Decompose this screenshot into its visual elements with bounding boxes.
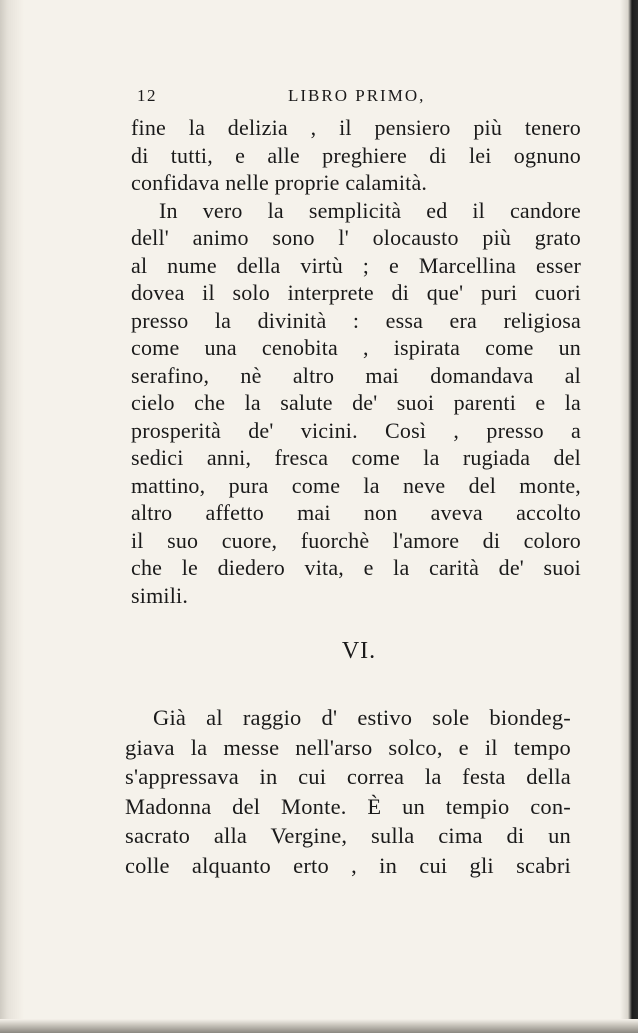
text-line: al nume della virtù ; e Marcellina esser (131, 252, 581, 278)
text-line: di tutti, e alle preghiere di lei ognuno (131, 142, 581, 168)
text-line: che le diedero vita, e la carità de' suoi (131, 555, 581, 580)
paragraph-marcellina (131, 197, 581, 610)
text-line: come una cenobita , ispirata come un (131, 335, 581, 360)
text-line: presso la divinità : essa era religiosa (131, 307, 581, 333)
text-line: colle alquanto erto , in cui gli scabri (125, 852, 571, 878)
text-line: dell' animo sono l' olocausto più grato (131, 225, 581, 250)
text-line: serafino, nè altro mai domandava al (131, 362, 581, 388)
text-line: dovea il solo interprete di que' puri cuori (131, 280, 581, 305)
text-line: prosperità de' vicini. Così , presso a (131, 417, 581, 443)
scan-edge-left (0, 0, 24, 1033)
page-number: 12 (137, 86, 157, 105)
running-title: LIBRO PRIMO, (288, 86, 426, 105)
text-line: simili. (131, 582, 189, 608)
text-line: Già al raggio d' estivo sole biondeg- (153, 705, 571, 730)
text-line: sedici anni, fresca come la rugiada del (131, 445, 581, 470)
text-line: altro affetto mai non aveva accolto (131, 500, 581, 525)
running-head (131, 86, 581, 114)
text-line: Madonna del Monte. È un tempio con- (125, 793, 571, 819)
text-line: cielo che la salute de' suoi parenti e la (131, 390, 581, 415)
text-line: mattino, pura come la neve del monte, (131, 472, 581, 498)
text-line: giava la messe nell'arso solco, e il tempo (125, 734, 571, 760)
text-line: il suo cuore, fuorchè l'amore di coloro (131, 527, 581, 553)
text-line: fine la delizia , il pensiero più tenero (131, 115, 581, 140)
paragraph-section-vi (125, 703, 571, 880)
text-line: In vero la semplicità ed il candore (159, 197, 581, 223)
page-text-block (125, 86, 581, 880)
scan-edge-bottom (0, 1019, 638, 1033)
text-line: sacrato alla Vergine, sulla cima di un (125, 823, 571, 848)
text-line: confidava nelle proprie calamità. (131, 170, 428, 195)
section-heading: VI. (341, 638, 377, 664)
paragraph-continued (131, 114, 581, 197)
text-line: s'appressava in cui correa la festa della (125, 764, 571, 789)
scan-edge-right (620, 0, 638, 1033)
